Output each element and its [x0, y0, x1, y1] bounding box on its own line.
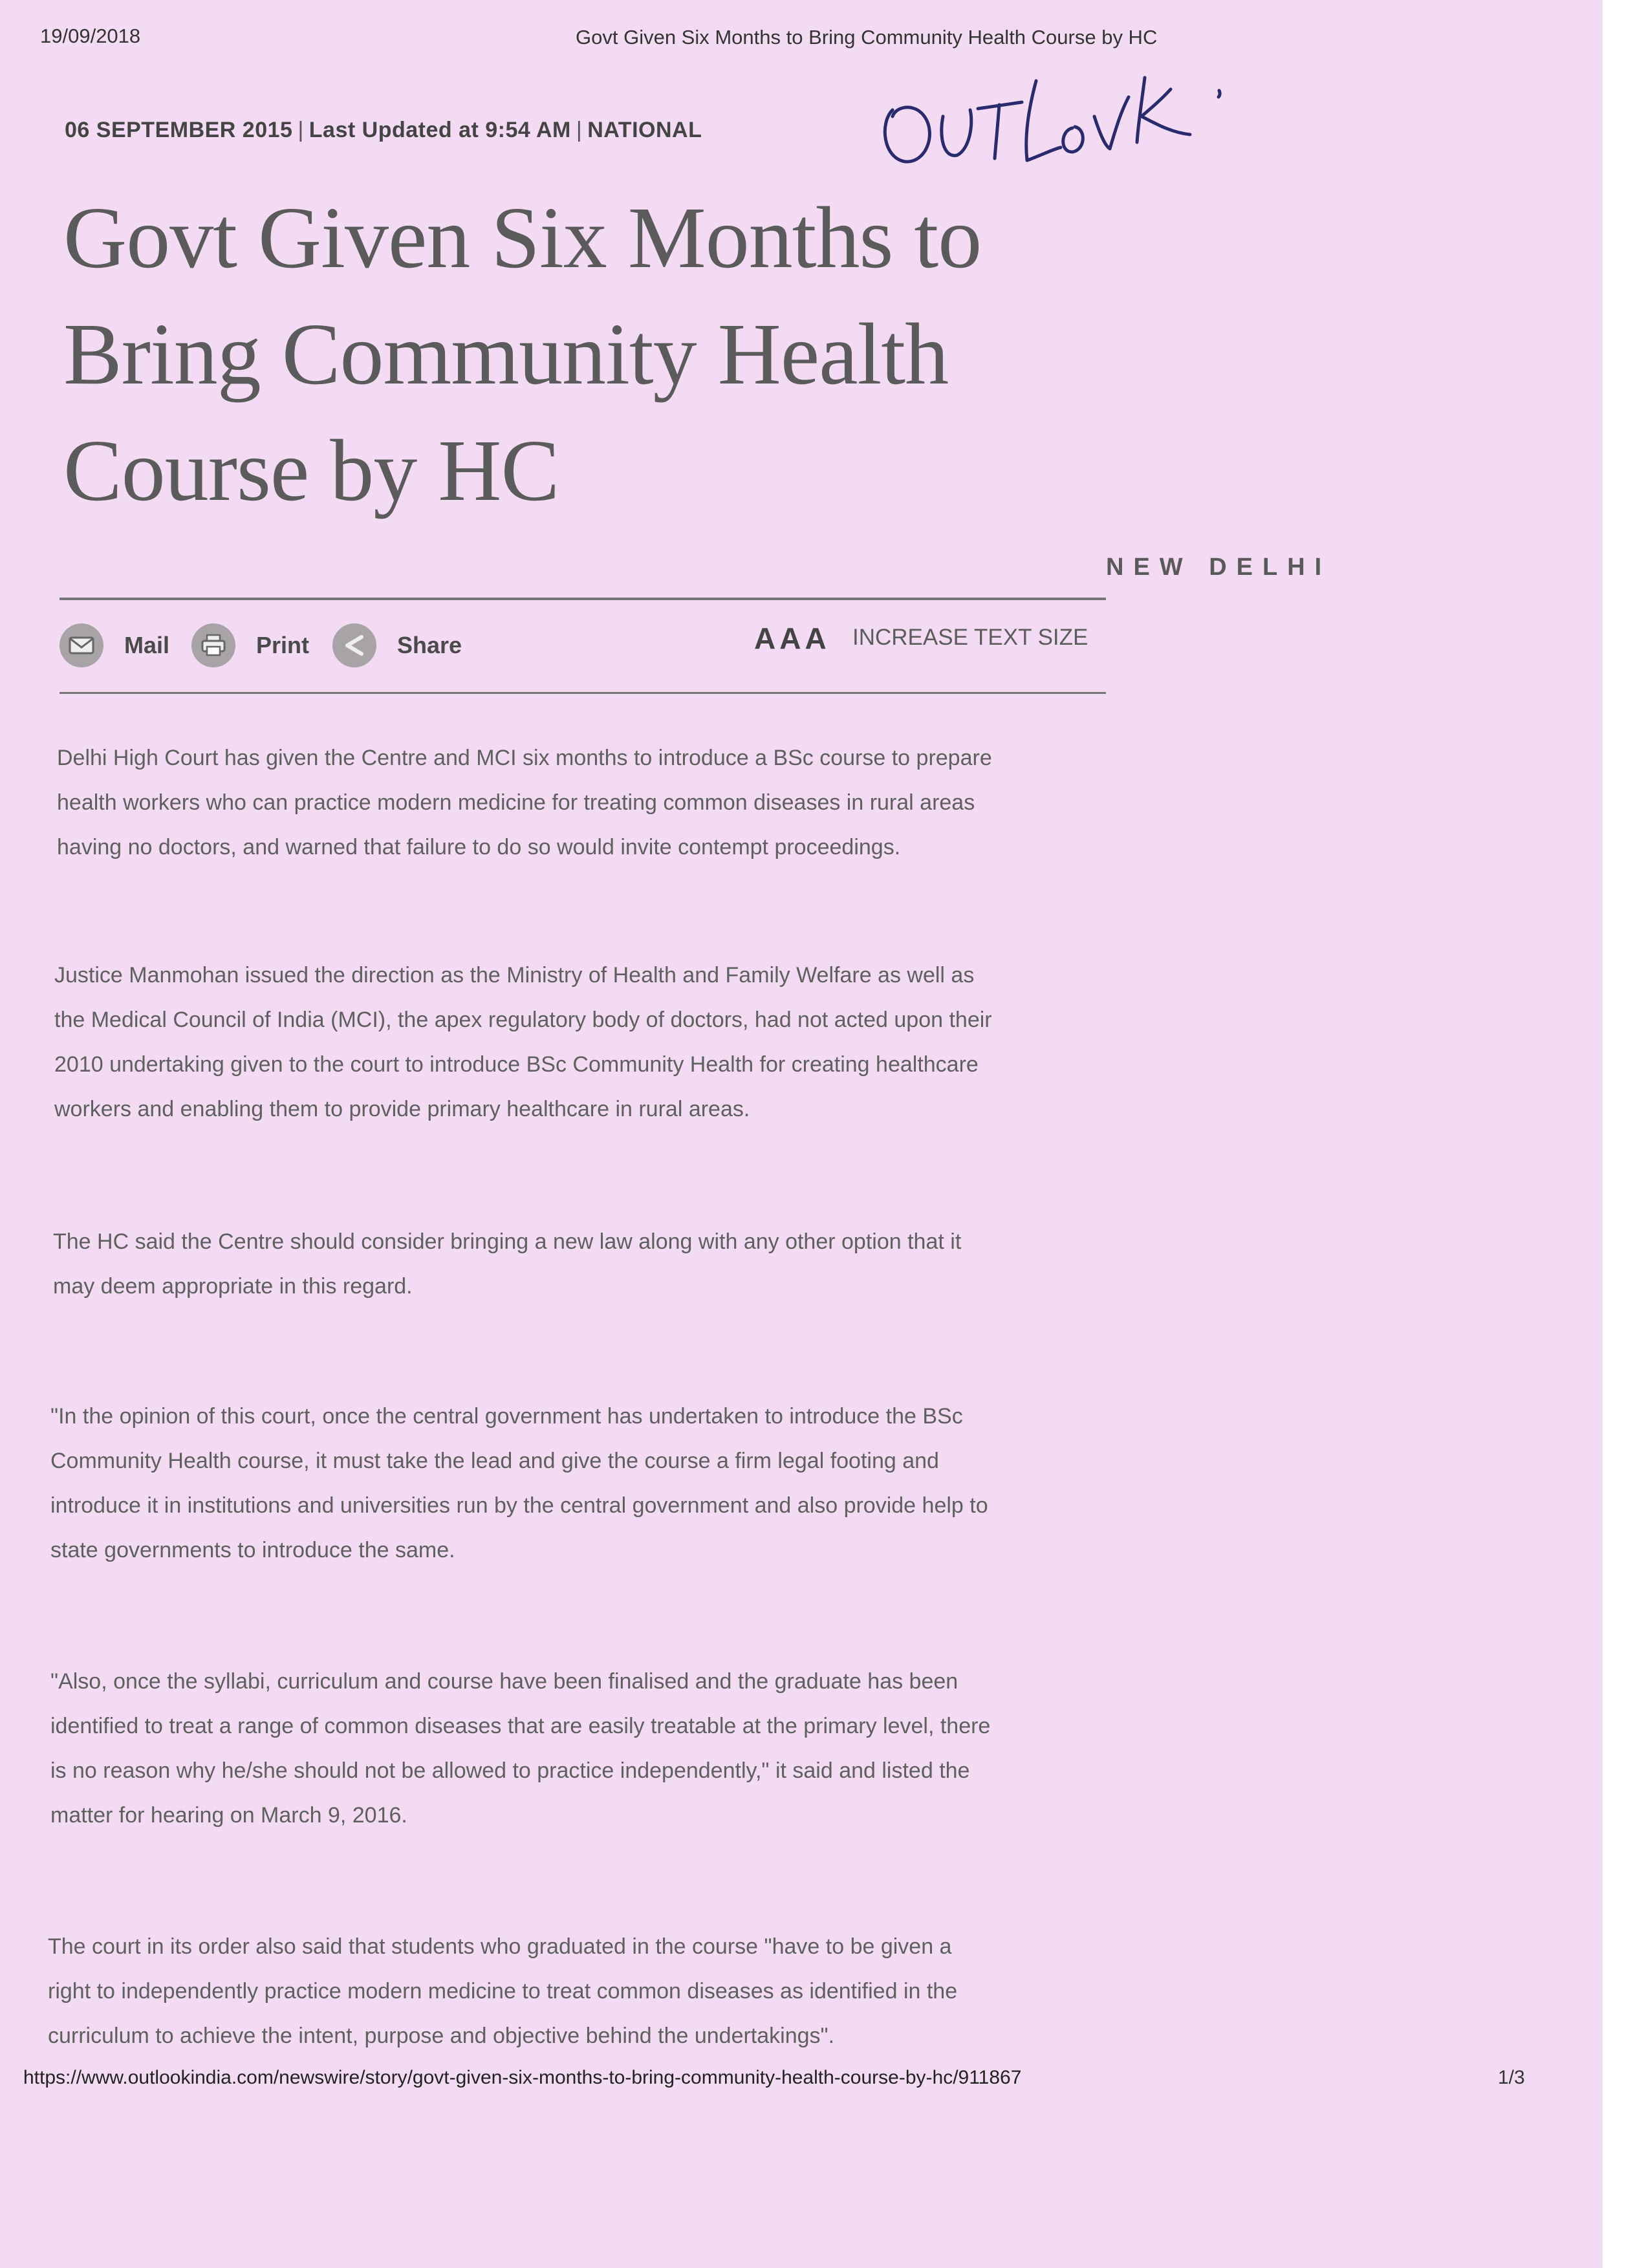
article-paragraph	[57, 736, 1118, 870]
scanner-edge	[1603, 0, 1635, 2268]
paragraph-line: introduce it in institutions and universities run by the central government and also provide help to	[50, 1493, 988, 1518]
paragraph-line: The HC said the Centre should consider bringing a new law along with any other option that it	[53, 1229, 962, 1254]
paragraph-line: Justice Manmohan issued the direction as the Ministry of Health and Family Welfare as well as	[54, 963, 975, 988]
print-label: Print	[256, 632, 310, 658]
mail-button[interactable]	[60, 621, 169, 670]
paragraph-line: is no reason why he/she should not be allowed to practice independently," it said and listed the	[50, 1758, 970, 1783]
print-date: 19/09/2018	[40, 25, 141, 47]
article-paragraph	[50, 1394, 1111, 1573]
paragraph-line: workers and enabling them to provide primary healthcare in rural areas.	[54, 1097, 750, 1121]
paragraph-line: matter for hearing on March 9, 2016.	[50, 1803, 407, 1828]
article-headline	[63, 180, 1111, 529]
dateline-separator: |	[298, 118, 304, 142]
mail-icon	[60, 623, 103, 667]
paragraph-line: "Also, once the syllabi, curriculum and course have been finalised and the graduate has been	[50, 1669, 958, 1694]
article-paragraph	[50, 1659, 1111, 1838]
article-paragraph	[48, 1925, 1109, 2058]
handwritten-signature	[867, 52, 1229, 188]
print-button[interactable]	[191, 621, 309, 670]
share-button[interactable]	[332, 621, 462, 670]
paragraph-line: "In the opinion of this court, once the central government has undertaken to introduce the BSc	[50, 1404, 963, 1429]
article-paragraph	[53, 1220, 1114, 1309]
publish-date: 06 SEPTEMBER 2015	[65, 118, 293, 142]
paragraph-line: state governments to introduce the same.	[50, 1538, 455, 1562]
location-label: NEW DELHI	[1106, 554, 1332, 581]
headline-line: Bring Community Health	[63, 306, 949, 403]
toolbar-divider-bottom	[60, 692, 1106, 694]
paragraph-line: 2010 undertaking given to the court to introduce BSc Community Health for creating healthcare	[54, 1052, 979, 1077]
print-page-number: 1/3	[1498, 2067, 1525, 2088]
share-icon	[332, 623, 376, 667]
increase-text-size-link[interactable]: INCREASE TEXT SIZE	[852, 625, 1088, 650]
paragraph-line: curriculum to achieve the intent, purpose and objective behind the undertakings".	[48, 2024, 835, 2048]
paragraph-line: right to independently practice modern medicine to treat common diseases as identified in the	[48, 1979, 958, 2003]
paragraph-line: may deem appropriate in this regard.	[53, 1274, 413, 1299]
last-updated: Last Updated at 9:54 AM	[309, 118, 571, 142]
paragraph-line: identified to treat a range of common diseases that are easily treatable at the primary level, there	[50, 1714, 991, 1738]
dateline	[65, 118, 702, 143]
article-paragraph	[54, 953, 1115, 1132]
toolbar-divider-top	[60, 598, 1106, 600]
mail-label: Mail	[124, 632, 170, 658]
paragraph-line: The court in its order also said that students who graduated in the course "have to be given a	[48, 1934, 952, 1959]
paragraph-line: having no doctors, and warned that failure to do so would invite contempt proceedings.	[57, 835, 901, 859]
paragraph-line: Community Health course, it must take the lead and give the course a firm legal footing and	[50, 1449, 939, 1473]
print-icon	[191, 623, 235, 667]
headline-line: Course by HC	[63, 422, 559, 519]
paragraph-line: the Medical Council of India (MCI), the apex regulatory body of doctors, had not acted upon their	[54, 1008, 992, 1032]
section-link[interactable]: NATIONAL	[587, 118, 702, 142]
text-size-buttons[interactable]: AAA	[754, 621, 830, 655]
dateline-separator: |	[576, 118, 583, 142]
share-label: Share	[397, 632, 462, 658]
headline-line: Govt Given Six Months to	[63, 189, 982, 286]
print-page-title: Govt Given Six Months to Bring Community Health Course by HC	[576, 26, 1158, 49]
print-footer-url[interactable]: https://www.outlookindia.com/newswire/story/govt-given-six-months-to-bring-community-health-course-by-hc/911867	[23, 2067, 1022, 2088]
paragraph-line: Delhi High Court has given the Centre and MCI six months to introduce a BSc course to prepare	[57, 746, 992, 770]
paragraph-line: health workers who can practice modern medicine for treating common diseases in rural areas	[57, 790, 975, 815]
